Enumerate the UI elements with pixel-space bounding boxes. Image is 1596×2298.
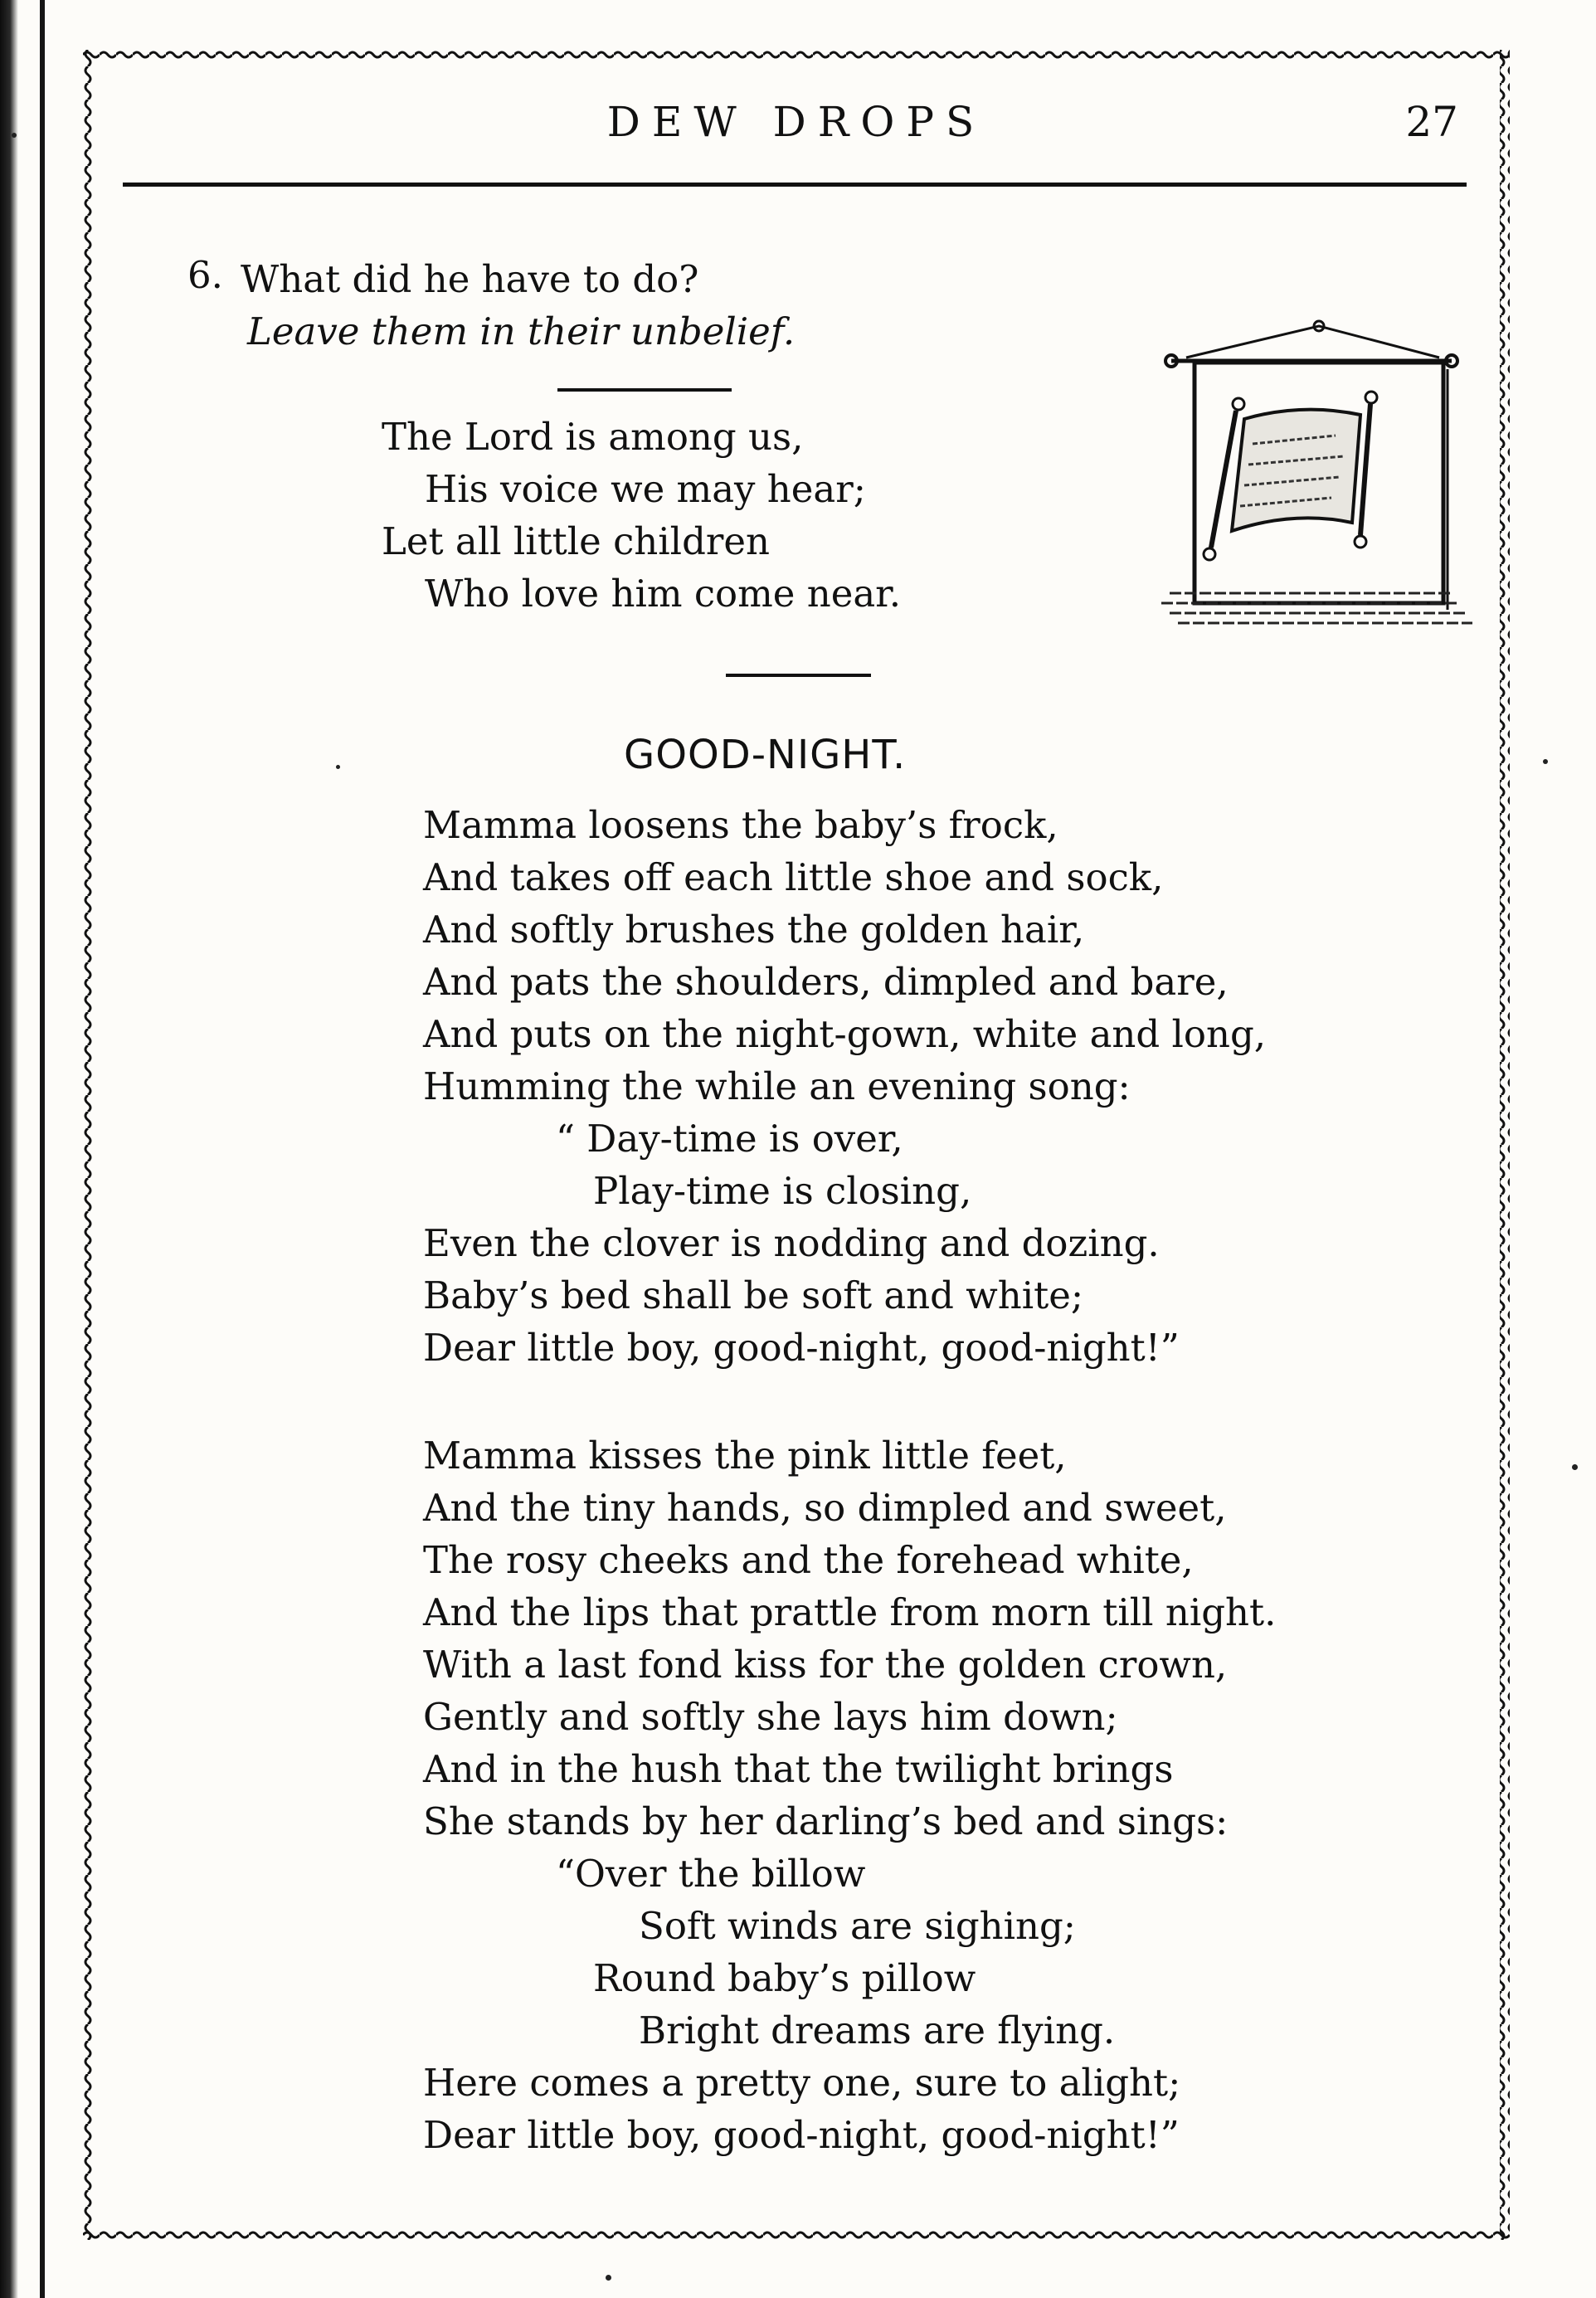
scroll-banner-icon — [1153, 311, 1477, 647]
hymn-line: Let all little children — [382, 519, 770, 563]
poem-line: She stands by her darling’s bed and sings: — [423, 1799, 1229, 1843]
running-title: DEW DROPS — [606, 98, 986, 146]
poem-line: Mamma loosens the baby’s frock, — [423, 803, 1058, 847]
poem-line: “ Day-time is over, — [556, 1117, 903, 1161]
poem-line: Play-time is closing, — [593, 1169, 972, 1213]
print-speck — [1572, 1464, 1578, 1470]
poem-line: Round baby’s pillow — [593, 1956, 976, 2000]
catechism-question: What did he have to do? — [241, 257, 699, 301]
poem-line: With a last fond kiss for the golden crown, — [423, 1643, 1228, 1687]
poem-line: Humming the while an evening song: — [423, 1064, 1131, 1108]
poem-line: The rosy cheeks and the forehead white, — [423, 1538, 1194, 1582]
running-header — [124, 98, 1468, 156]
poem-line: And pats the shoulders, dimpled and bare, — [423, 960, 1229, 1004]
poem-stanza-2 — [423, 1429, 1276, 2161]
poem-line: And in the hush that the twilight brings — [423, 1747, 1174, 1791]
section-divider-1 — [557, 388, 732, 392]
poem-line: Gently and softly she lays him down; — [423, 1695, 1118, 1739]
hymn-stanza — [382, 411, 901, 620]
header-rule — [123, 183, 1467, 187]
hymn-line: The Lord is among us, — [382, 415, 804, 459]
catechism-answer: Leave them in their unbelief. — [247, 309, 796, 353]
section-divider-2 — [726, 674, 871, 677]
question-number: 6. — [187, 253, 223, 297]
poem-line: Baby’s bed shall be soft and white; — [423, 1273, 1084, 1317]
poem-line: And the lips that prattle from morn till night. — [423, 1590, 1277, 1634]
page-spine-shadow — [0, 0, 18, 2298]
poem-line: Dear little boy, good-night, good-night!” — [423, 1326, 1180, 1370]
poem-line: And the tiny hands, so dimpled and sweet, — [423, 1486, 1227, 1530]
poem-line: And softly brushes the golden hair, — [423, 908, 1085, 952]
page-spine-line — [40, 0, 45, 2298]
poem-line: Mamma kisses the pink little feet, — [423, 1434, 1067, 1478]
poem-title: GOOD-NIGHT. — [624, 732, 907, 778]
poem-line: Dear little boy, good-night, good-night!” — [423, 2113, 1180, 2157]
poem-line: And takes off each little shoe and sock, — [423, 855, 1164, 899]
print-speck — [336, 765, 340, 769]
page-number: 27 — [1405, 98, 1458, 146]
poem-line: Here comes a pretty one, sure to alight; — [423, 2061, 1181, 2105]
print-speck — [12, 133, 17, 138]
poem-line: Soft winds are sighing; — [639, 1904, 1076, 1948]
poem-line: And puts on the night-gown, white and long, — [423, 1012, 1267, 1056]
poem-line: Even the clover is nodding and dozing. — [423, 1221, 1160, 1265]
poem-line: “Over the billow — [556, 1852, 866, 1896]
hymn-line: His voice we may hear; — [425, 467, 866, 511]
poem-line: Bright dreams are flying. — [639, 2008, 1116, 2052]
poem-stanza-1 — [423, 799, 1266, 1374]
print-speck — [1543, 759, 1548, 764]
print-speck — [606, 2275, 611, 2281]
hymn-line: Who love him come near. — [425, 572, 902, 616]
